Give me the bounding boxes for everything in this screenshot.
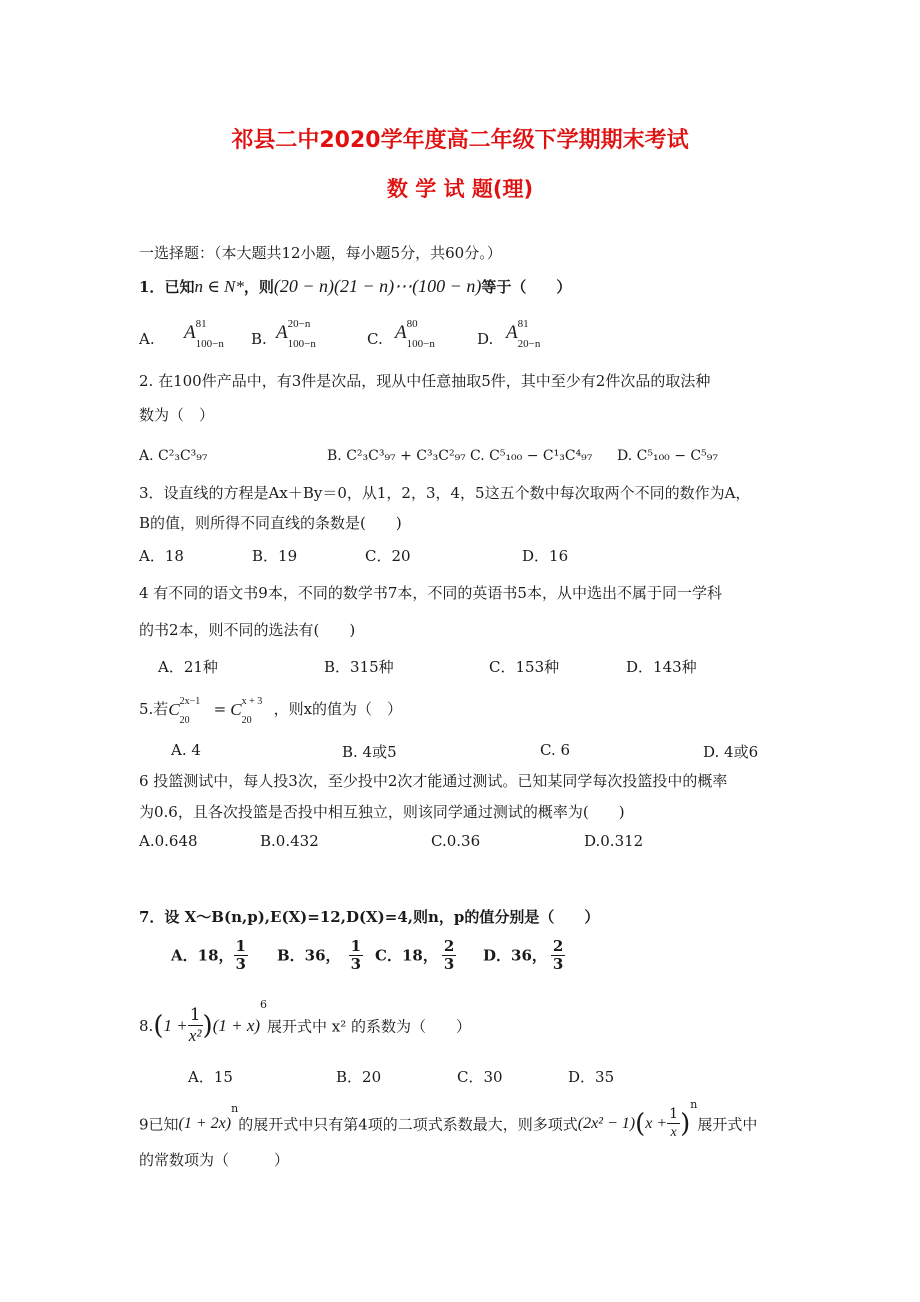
q5-lhs-sup: 2x−1 [179, 696, 201, 707]
q5-rhs-sup: x + 3 [241, 696, 263, 707]
q9-exp2: n [690, 1098, 698, 1111]
q1-set: n ∈ N* [194, 277, 244, 296]
q7-b-label: B．36， [277, 946, 341, 965]
q4-option-b: B．315种 [324, 658, 394, 676]
q8-fraction: $\frac{1}{\text{x²}}$ [188, 1005, 202, 1045]
q7-c-label: C．18， [375, 946, 438, 965]
q7-d-fraction: $\frac{2}{3}$ [552, 937, 564, 973]
q9-mid: 的展开式中只有第4项的二项式系数最大，则多项式 [238, 1115, 578, 1134]
q7-option-a [171, 938, 248, 972]
q4-line-1: 4 有不同的语文书9本，不同的数学书7本，不同的英语书5本，从中选出不属于同一学科 [139, 584, 722, 602]
q8-factor: (1 + x) [212, 1016, 261, 1035]
q2-option-a: A. C²₃C³₉₇ [139, 448, 208, 464]
q8-option-d: D．35 [568, 1068, 615, 1086]
q8-option-a: A．15 [188, 1068, 233, 1086]
q4-option-c: C．153种 [489, 658, 560, 676]
q4-option-a: A．21种 [158, 658, 218, 676]
section-heading: 一选择题：（本大题共12小题，每小题5分，共60分。） [139, 244, 502, 262]
q9-suffix: 展开式中 [697, 1115, 758, 1134]
q3-line-1: 3．设直线的方程是Ax＋By＝0，从1，2，3，4，5这五个数中每次取两个不同的数作为A， [139, 484, 751, 502]
q1-stem-b: ，则 [243, 278, 274, 296]
q9-x-plus: x + [645, 1115, 668, 1132]
q2-line-1: 2. 在100件产品中，有3件是次品，现从中任意抽取5件，其中至少有2件次品的取法种 [139, 372, 711, 390]
exam-title: 祁县二中2020学年度高二年级下学期期末考试 [231, 128, 689, 153]
q1-c-base: A [395, 322, 407, 343]
q8-option-b: B．20 [336, 1068, 382, 1086]
question-5: 5.若C 2x−1 20 = C x + 3 20 ，则x的值为（ ） [139, 696, 403, 726]
question-9: 9已知$(1 + 2x)^n$的展开式中只有第4项的二项式系数最大，则多项式(2x² − 1)(x + $\frac{1}{x})^n$展开式中 [139, 1098, 758, 1140]
q5-suffix: ，则x的值为（ ） [273, 700, 403, 718]
q1-option-a [139, 330, 155, 348]
q7-option-b [277, 938, 363, 972]
q2-option-d: D. C⁵₁₀₀ − C⁵₉₇ [617, 448, 718, 464]
q1-option-b-expr [276, 318, 316, 350]
q9-fraction: $\frac{1}{x}$ [669, 1106, 679, 1140]
q7-d-label: D．36， [483, 946, 547, 965]
q7-option-d [483, 938, 565, 972]
q7-option-c [375, 938, 456, 972]
q1-option-c-label: C. [367, 330, 383, 348]
q6-option-c: C.0.36 [431, 832, 481, 850]
q3-option-b: B．19 [252, 547, 298, 565]
q8-suffix: 展开式中 x² 的系数为（ ） [267, 1017, 472, 1036]
q1-d-sub: 20−n [517, 338, 541, 350]
q8-exp: 6 [260, 998, 268, 1011]
q1-number: 1． [139, 278, 165, 296]
q2-option-c: C. C⁵₁₀₀ − C¹₃C⁴₉₇ [470, 448, 593, 464]
q5-prefix: 5.若 [139, 700, 169, 718]
q1-option-a-expr [184, 318, 224, 350]
q9-prefix: 9已知 [139, 1115, 179, 1134]
q5-rhs-sub: 20 [241, 715, 252, 726]
q1-option-b-label: B. [251, 330, 267, 348]
q1-a-base: A [184, 322, 196, 343]
q3-option-d: D．16 [522, 547, 569, 565]
q9-line-2: 的常数项为（ ） [139, 1151, 290, 1169]
q7-a-label: A．18， [171, 946, 234, 965]
q7-b-fraction: $\frac{1}{3}$ [350, 937, 361, 973]
q1-option-b [251, 330, 267, 348]
q1-a-sup: 81 [195, 318, 207, 330]
q5-option-d: D. 4或6 [703, 743, 759, 761]
q3-option-a: A．18 [139, 547, 184, 565]
q1-option-d-label: D. [477, 330, 494, 348]
q1-expr: (20 − n)(21 − n)⋯(100 − n) [273, 276, 482, 296]
q3-line-2: B的值，则所得不同直线的条数是( ) [139, 514, 402, 532]
q1-c-sup: 80 [406, 318, 418, 330]
q1-b-sub: 100−n [287, 338, 316, 350]
q5-option-c: C. 6 [540, 741, 571, 759]
q8-one: 1 + [163, 1016, 188, 1035]
q1-option-c-expr [395, 318, 435, 350]
q9-exp: n [231, 1102, 239, 1115]
q3-option-c: C．20 [365, 547, 411, 565]
q8-option-c: C．30 [457, 1068, 503, 1086]
q1-stem-c: 等于（ ） [481, 278, 572, 296]
q4-line-2: 的书2本，则不同的选法有( ) [139, 621, 356, 639]
q1-c-sub: 100−n [406, 338, 435, 350]
q1-option-d-expr [506, 318, 541, 350]
q6-option-a: A.0.648 [139, 832, 198, 850]
q8-prefix: 8. [139, 1017, 154, 1035]
q1-option-d [477, 330, 493, 348]
q6-line-1: 6 投篮测试中，每人投3次，至少投中2次才能通过测试。已知某同学每次投篮投中的概率 [139, 772, 728, 790]
q7-stem: 7．设 X～B(n,p),E(X)=12,D(X)=4,则n，p的值分别是（ ） [139, 908, 600, 926]
q7-a-fraction: $\frac{1}{3}$ [235, 937, 246, 973]
q9-poly: (2x² − 1) [577, 1115, 636, 1132]
q2-line-2: 数为（ ） [139, 406, 215, 424]
q6-option-d: D.0.312 [584, 832, 644, 850]
exam-subtitle: 数 学 试 题(理) [386, 177, 534, 201]
q1-d-sup: 81 [517, 318, 529, 330]
q7-c-fraction: $\frac{2}{3}$ [443, 937, 455, 973]
question-1 [139, 276, 571, 297]
q4-option-d: D．143种 [626, 658, 697, 676]
q5-option-b: B. 4或5 [342, 743, 397, 761]
q6-option-b: B.0.432 [260, 832, 319, 850]
q5-option-a: A. 4 [171, 741, 201, 759]
q1-d-base: A [506, 322, 518, 343]
q1-option-c [367, 330, 383, 348]
q1-b-base: A [276, 322, 288, 343]
q5-lhs-sub: 20 [179, 715, 190, 726]
q6-line-2: 为0.6，且各次投篮是否投中相互独立，则该同学通过测试的概率为( ) [139, 803, 625, 821]
q1-a-sub: 100−n [195, 338, 224, 350]
q1-option-a-label: A. [139, 330, 155, 348]
question-8: 8.(1 + $\frac{1}{\text{x²}})(1 + x)^6$展开式中 x² 的系数为（ ） [139, 998, 472, 1045]
q2-option-b: B. C²₃C³₉₇ + C³₃C²₉₇ [327, 448, 466, 464]
q1-b-sup: 20−n [287, 318, 311, 330]
q1-stem-a: 已知 [164, 278, 195, 296]
q9-base: (1 + 2x) [178, 1115, 232, 1132]
